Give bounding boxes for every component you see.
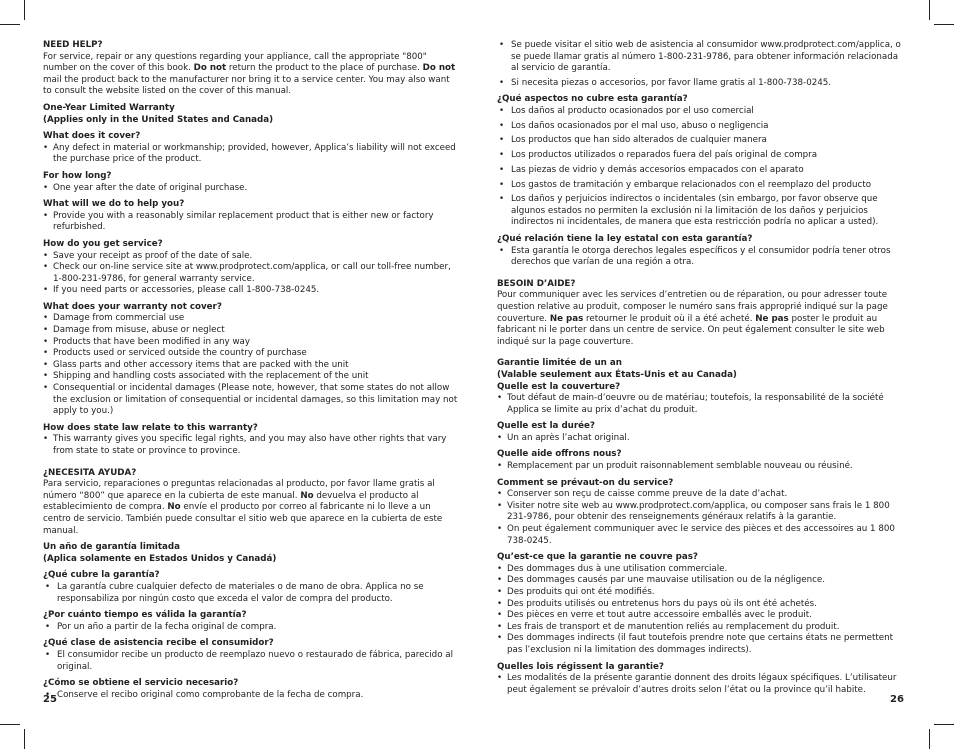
crop-mark (0, 24, 20, 25)
fr-help-heading: BESOIN D’AIDE? (497, 278, 576, 289)
warranty-section (43, 678, 458, 701)
section-question: ¿Por cuánto tiempo es válida la garantía? (43, 610, 247, 621)
section-question: Quelle est la durée? (497, 421, 595, 432)
warranty-section (43, 302, 458, 418)
en-help-text (43, 52, 458, 98)
bullet-item: • On peut également communiquer avec le service des pièces et des accessoires au 1 800 738-0245. (497, 524, 907, 547)
section-bullets (43, 434, 458, 457)
bullet-item: • Tout défaut de main-d’oeuvre ou de matériau; toutefois, la responsabilité de la société Applica se limite au prix d’achat du produit. (497, 393, 907, 416)
bullet-item: • Damage from misuse, abuse or neglect (43, 325, 458, 337)
es-warranty-sections (43, 570, 458, 701)
bullet-item: • Products that have been modified in any way (43, 337, 458, 349)
section-bullets (43, 582, 458, 605)
section-bullets (43, 690, 458, 702)
fr-warranty-title-block (497, 358, 907, 381)
section-bullets (497, 489, 907, 547)
warranty-section (497, 421, 907, 444)
es-continued-list (497, 40, 907, 89)
warranty-section (497, 552, 907, 656)
right-page (497, 40, 907, 701)
section-question: What will we do to help you? (43, 199, 185, 210)
fr-help-block (497, 279, 907, 349)
en-warranty-title-block (43, 103, 458, 126)
bullet-item: • Los daños al producto ocasionados por el uso comercial (497, 106, 907, 118)
section-bullets (43, 143, 458, 166)
es-help-block (43, 468, 458, 538)
bullet-item: • Las piezas de vidrio y demás accesorios empacados con el aparato (497, 165, 907, 177)
bullet-item: • This warranty gives you specific legal rights, and you may also have other rights that vary from state to state or province to province. (43, 434, 458, 457)
section-question: How do you get service? (43, 238, 163, 249)
crop-mark (929, 0, 930, 20)
en-warranty-sections (43, 131, 458, 457)
bullet-item: • Los daños y perjuicios indirectos o incidentales (sin embargo, por favor observe que algunos estados no permiten la exclusión ni la limitación de los daños y perjuicios indirectos ni incidentales, de manera que esta restricción podría no aplicar a usted). (497, 194, 907, 229)
crop-mark (929, 729, 930, 749)
section-bullets (43, 622, 458, 634)
section-bullets (43, 211, 458, 234)
help-text-part: poster le produit au fabricant ni le porter dans un centre de service. On peut également consulter le site web indiqué sur la page couverture. (497, 313, 885, 347)
warranty-section (43, 638, 458, 673)
section-bullets (497, 433, 907, 445)
section-question: How does state law relate to this warranty? (43, 422, 258, 433)
section-question: ¿Qué cubre la garantía? (43, 570, 160, 581)
fr-warranty-title: Garantie limitée de un an (497, 358, 622, 369)
page-number-left: 25 (43, 694, 57, 705)
section-bullets (497, 106, 907, 229)
help-text-bold: No (300, 490, 314, 501)
warranty-section (43, 570, 458, 605)
section-bullets (497, 393, 907, 416)
es-help-text (43, 479, 458, 537)
section-question: Quelle aide offrons nous? (497, 449, 622, 460)
bullet-item: • If you need parts or accessories, please call 1-800-738-0245. (43, 285, 458, 297)
es-help-heading: ¿NECESITA AYUDA? (43, 467, 137, 478)
bullet-item: • Des dommages dus à une utilisation commerciale. (497, 564, 907, 576)
bullet-item: • Si necesita piezas o accesorios, por favor llame gratis al 1-800-738-0245. (497, 78, 907, 90)
section-bullets (43, 183, 458, 195)
section-bullets (43, 251, 458, 297)
bullet-item: • El consumidor recibe un producto de reemplazo nuevo o restaurado de fábrica, parecido al original. (43, 650, 458, 673)
section-bullets (497, 461, 907, 473)
en-help-heading: NEED HELP? (43, 40, 103, 50)
bullet-item: • Check our on-line service site at www.prodprotect.com/applica, or call our toll-free number, 1-800-231-9786, for general warranty service. (43, 262, 458, 285)
bullet-item: • Des dommages indirects (il faut toutefois prendre note que certains états ne permettent pas l’exclusion ni la limitation des dommages indirects). (497, 633, 907, 656)
help-text-bold: Ne pas (549, 313, 584, 324)
help-text-bold: Ne pas (755, 313, 789, 324)
bullet-item: • Esta garantía le otorga derechos legales específicos y el consumidor podría tener otros derechos que varían de una región a otra. (497, 246, 907, 269)
bullet-item: • Los gastos de tramitación y embarque relacionados con el reemplazo del producto (497, 180, 907, 192)
section-question: What does your warranty not cover? (43, 301, 222, 312)
help-text-part: devuelva el producto al establecimiento de compra. (43, 490, 419, 513)
section-question: ¿Cómo se obtiene el servicio necesario? (43, 678, 239, 689)
fr-warranty-sections (497, 382, 907, 697)
bullet-item: • Los daños ocasionados por el mal uso, abuso o negligencia (497, 121, 907, 133)
warranty-section (43, 239, 458, 297)
section-question: Comment se prévaut-on du service? (497, 477, 674, 488)
es-continued-sections (497, 94, 907, 268)
section-question: What does it cover? (43, 131, 141, 142)
bullet-item: • Un an après l’achat original. (497, 433, 907, 445)
bullet-item: • Les frais de transport et de manutention reliés au remplacement du produit. (497, 622, 907, 634)
bullet-item: • Des produits utilisés ou entretenus hors du pays où ils ont été achetés. (497, 599, 907, 611)
warranty-section (43, 171, 458, 194)
es-warranty-title: Un año de garantía limitada (43, 542, 180, 553)
section-question: Quelles lois régissent la garantie? (497, 661, 664, 672)
bullet-item: • La garantía cubre cualquier defecto de materiales o de mano de obra. Applica no se responsabiliza por ningún costo que exceda el valor de compra del producto. (43, 582, 458, 605)
es-warranty-title-block (43, 542, 458, 565)
warranty-section (497, 478, 907, 548)
help-text-bold: Do not (422, 63, 456, 74)
help-text-part: For service, repair or any questions regarding your appliance, call the appropriate "800" number on the cover of this book. (43, 51, 427, 74)
bullet-item: • Conserver son reçu de caisse comme preuve de la date d’achat. (497, 489, 907, 501)
section-question: For how long? (43, 170, 112, 181)
bullet-item: • Por un año a partir de la fecha original de compra. (43, 622, 458, 634)
en-warranty-title: One-Year Limited Warranty (43, 102, 175, 113)
bullet-item: • Conserve el recibo original como comprobante de la fecha de compra. (43, 690, 458, 702)
section-bullets (43, 313, 458, 417)
help-text-part: return the product to the place of purchase. (226, 63, 423, 74)
bullet-item: • Any defect in material or workmanship; provided, however, Applica’s liability will not exceed the purchase price of the product. (43, 143, 458, 166)
warranty-section (497, 382, 907, 417)
crop-mark (24, 729, 25, 749)
bullet-item: • One year after the date of original purchase. (43, 183, 458, 195)
bullet-item: • Provide you with a reasonably similar replacement product that is either new or factory refurbished. (43, 211, 458, 234)
bullet-item: • Des produits qui ont été modifiés. (497, 587, 907, 599)
warranty-section (43, 610, 458, 633)
bullet-item: • Save your receipt as proof of the date of sale. (43, 251, 458, 263)
bullet-item: • Los productos que han sido alterados de cualquier manera (497, 135, 907, 147)
warranty-section (43, 423, 458, 458)
bullet-item: • Se puede visitar el sitio web de asistencia al consumidor www.prodprotect.com/applica, o se puede llamar gratis al número 1-800-231-9786, para obtener información relacionada al servicio de garantía. (497, 40, 907, 75)
help-text-part: Pour communiquer avec les services d’entretien ou de réparation, ou pour adresser toute question relative au produit, composer le numéro sans frais approprié indiqué sur la page couverture. (497, 290, 888, 324)
section-question: ¿Qué relación tiene la ley estatal con esta garantía? (497, 233, 753, 244)
bullet-item: • Glass parts and other accessory items that are packed with the unit (43, 360, 458, 372)
warranty-section (497, 94, 907, 229)
section-bullets (497, 673, 907, 696)
help-text-part: envíe el producto por correo al fabricante ni lo lleve a un centro de servicio. También puede consultar el sitio web que aparece en la cubierta de este manual. (43, 502, 443, 536)
fr-help-text (497, 290, 907, 348)
section-question: ¿Qué aspectos no cubre esta garantía? (497, 94, 688, 105)
bullet-item: • Consequential or incidental damages (Please note, however, that some states do not allow the exclusion or limitation of consequential or incidental damages, so this limitation may not apply to you.) (43, 383, 458, 418)
section-question: Quelle est la couverture? (497, 381, 621, 392)
crop-mark (24, 0, 25, 20)
crop-mark (0, 724, 20, 725)
warranty-section (43, 131, 458, 166)
section-bullets (497, 564, 907, 657)
crop-mark (934, 724, 954, 725)
bullet-item: • Remplacement par un produit raisonnablement semblable nouveau ou réusiné. (497, 461, 907, 473)
help-text-bold: Do not (193, 63, 227, 74)
help-text-part: retourner le produit où il a été acheté. (583, 313, 756, 324)
bullet-item: • Des dommages causés par une mauvaise utilisation ou de la négligence. (497, 575, 907, 587)
bullet-item: • Shipping and handling costs associated with the replacement of the unit (43, 371, 458, 383)
warranty-section (497, 449, 907, 472)
bullet-item: • Les modalités de la présente garantie donnent des droits légaux spécifiques. L’utilisateur peut également se prévaloir d’autres droits selon l’état ou la province qu’il habite. (497, 673, 907, 696)
bullet-item: • Los productos utilizados o reparados fuera del país original de compra (497, 150, 907, 162)
help-text-part: mail the product back to the manufacturer nor bring it to a service center. You may also want to consult the website listed on the cover of this manual. (43, 74, 450, 97)
left-page (43, 40, 458, 706)
section-question: Qu’est-ce que la garantie ne couvre pas? (497, 552, 698, 563)
help-text-part: Para servicio, reparaciones o preguntas relacionadas al producto, por favor llame gratis al número “800” que aparece en la cubierta de este manual. (43, 479, 435, 501)
help-text-bold: No (167, 502, 181, 513)
bullet-item: • Products used or serviced outside the country of purchase (43, 348, 458, 360)
es-warranty-subtitle: (Aplica solamente en Estados Unidos y Canadá) (43, 553, 277, 564)
section-bullets (43, 650, 458, 673)
warranty-section (497, 662, 907, 697)
bullet-item: • Des pièces en verre et tout autre accessoire emballés avec le produit. (497, 610, 907, 622)
section-question: ¿Qué clase de asistencia recibe el consumidor? (43, 638, 274, 649)
crop-mark (934, 24, 954, 25)
bullet-item: • Visiter notre site web au www.prodprotect.com/applica, ou composer sans frais le 1 800 231-9786, pour obtenir des renseignements généraux relatifs à la garantie. (497, 501, 907, 524)
page-number-right: 26 (890, 694, 904, 705)
bullet-item: • Damage from commercial use (43, 313, 458, 325)
section-bullets (497, 246, 907, 269)
en-warranty-subtitle: (Applies only in the United States and Canada) (43, 114, 274, 125)
warranty-section (43, 199, 458, 234)
en-help-block (43, 40, 458, 98)
warranty-section (497, 234, 907, 269)
fr-warranty-subtitle: (Valable seulement aux États-Unis et au Canada) (497, 369, 737, 380)
